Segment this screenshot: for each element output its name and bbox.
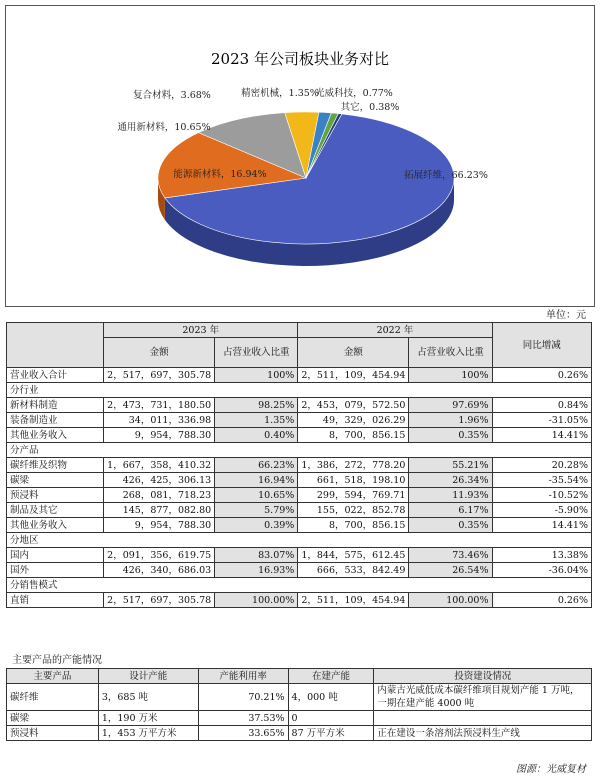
row-label: 预浸料 [7,488,104,503]
row-label: 制品及其它 [7,503,104,518]
table-row [7,368,592,383]
source-credit: 图源：光威复材 [516,764,586,775]
section-row [7,578,592,593]
amount-2023: 2，473，731，180.50 [104,398,215,413]
header-amount-2023: 金额 [104,338,215,368]
table-row [7,413,592,428]
pie-chart-panel [5,5,595,307]
amount-2023: 2，517，697，305.78 [104,368,215,383]
amount-2022: 1，386，272，778.20 [298,458,409,473]
row-label: 国外 [7,563,104,578]
cap-invest: 正在建设一条溶剂法预浸料生产线 [374,726,592,741]
ratio-2023: 0.39% [215,518,298,533]
yoy-value: 0.84% [492,398,592,413]
row-label: 其他业务收入 [7,518,104,533]
amount-2022: 1，844，575，612.45 [298,548,409,563]
cap-header-building: 在建产能 [288,669,374,684]
pie-label: 通用新材料，10.65% [117,122,211,133]
ratio-2023: 0.40% [215,428,298,443]
amount-2022: 666，533，842.49 [298,563,409,578]
amount-2022: 49，329，026.29 [298,413,409,428]
cap-header-product: 主要产品 [7,669,99,684]
yoy-value: 0.26% [492,368,592,383]
amount-2023: 268，081，718.23 [104,488,215,503]
pie-label: 拓展纤维，66.23% [404,170,488,181]
ratio-2022: 55.21% [409,458,492,473]
section-row [7,533,592,548]
ratio-2022: 97.69% [409,398,492,413]
yoy-value: -35.54% [492,473,592,488]
amount-2023: 145，877，082.80 [104,503,215,518]
capacity-row [7,726,592,741]
cap-header-design: 设计产能 [98,669,198,684]
table-row [7,503,592,518]
yoy-value: -10.52% [492,488,592,503]
ratio-2022: 73.46% [409,548,492,563]
amount-2023: 34，011，336.98 [104,413,215,428]
table-row [7,488,592,503]
amount-2022: 2，511，109，454.94 [298,593,409,608]
amount-2023: 426，340，686.03 [104,563,215,578]
header-ratio-2023: 占营业收入比重 [215,338,298,368]
ratio-2023: 5.79% [215,503,298,518]
cap-header-util: 产能利用率 [198,669,288,684]
cap-design: 1，453 万平方米 [98,726,198,741]
cap-util: 33.65% [198,726,288,741]
amount-2023: 1，667，358，410.32 [104,458,215,473]
section-label: 分产品 [7,443,592,458]
ratio-2022: 26.34% [409,473,492,488]
section-row [7,443,592,458]
amount-2022: 155，022，852.78 [298,503,409,518]
row-label: 其他业务收入 [7,428,104,443]
yoy-value: 13.38% [492,548,592,563]
ratio-2023: 100.00% [215,593,298,608]
yoy-value: 14.41% [492,428,592,443]
row-label: 新材料制造 [7,398,104,413]
ratio-2022: 0.35% [409,428,492,443]
chart-title: 2023 年公司板块业务对比 [211,50,389,68]
pie-chart [6,6,594,306]
amount-2022: 2，453，079，572.50 [298,398,409,413]
ratio-2022: 1.96% [409,413,492,428]
ratio-2022: 100.00% [409,593,492,608]
cap-design: 1，190 万米 [98,711,198,726]
row-label: 装备制造业 [7,413,104,428]
amount-2022: 2，511，109，454.94 [298,368,409,383]
table-row [7,458,592,473]
amount-2023: 9，954，788.30 [104,518,215,533]
pie-label: 能源新材料，16.94% [173,169,267,180]
amount-2023: 2，091，356，619.75 [104,548,215,563]
unit-label: 单位：元 [546,310,586,321]
cap-design: 3，685 吨 [98,684,198,711]
section-label: 分行业 [7,383,592,398]
header-amount-2022: 金额 [298,338,409,368]
amount-2022: 661，518，198.10 [298,473,409,488]
capacity-row [7,711,592,726]
section-row [7,383,592,398]
ratio-2023: 66.23% [215,458,298,473]
table-row [7,593,592,608]
header-ratio-2022: 占营业收入比重 [409,338,492,368]
ratio-2022: 100% [409,368,492,383]
row-label: 直销 [7,593,104,608]
pie-label: 精密机械，1.35% [241,88,319,99]
cap-util: 70.21% [198,684,288,711]
table-row [7,548,592,563]
cap-product: 碳纤维 [7,684,99,711]
pie-label: 复合材料，3.68% [133,90,211,101]
cap-building: 0 [288,711,374,726]
amount-2022: 8，700，856.15 [298,428,409,443]
section-label: 分销售模式 [7,578,592,593]
table-row [7,428,592,443]
yoy-value: -5.90% [492,503,592,518]
cap-product: 碳梁 [7,711,99,726]
cap-building: 4，000 吨 [288,684,374,711]
amount-2022: 299，594，769.71 [298,488,409,503]
capacity-row [7,684,592,711]
ratio-2023: 100% [215,368,298,383]
cap-invest [374,711,592,726]
ratio-2023: 16.94% [215,473,298,488]
table-row [7,398,592,413]
header-yoy: 同比增减 [492,323,592,368]
ratio-2023: 10.65% [215,488,298,503]
yoy-value: 14.41% [492,518,592,533]
amount-2023: 2，517，697，305.78 [104,593,215,608]
ratio-2023: 16.93% [215,563,298,578]
cap-product: 预浸料 [7,726,99,741]
table-row [7,563,592,578]
section-label: 分地区 [7,533,592,548]
header-2023: 2023 年 [104,323,298,338]
row-label: 碳纤维及织物 [7,458,104,473]
amount-2023: 9，954，788.30 [104,428,215,443]
capacity-title: 主要产品的产能情况 [12,655,102,666]
amount-2022: 8，700，856.15 [298,518,409,533]
ratio-2023: 83.07% [215,548,298,563]
ratio-2022: 11.93% [409,488,492,503]
row-label: 营业收入合计 [7,368,104,383]
table-row [7,518,592,533]
revenue-table [6,322,592,608]
yoy-value: 20.28% [492,458,592,473]
yoy-value: 0.26% [492,593,592,608]
table-row [7,473,592,488]
ratio-2023: 98.25% [215,398,298,413]
header-2022: 2022 年 [298,323,492,338]
ratio-2022: 6.17% [409,503,492,518]
row-label: 国内 [7,548,104,563]
cap-invest: 内蒙古光威低成本碳纤维项目规划产能 1 万吨，一期在建产能 4000 吨 [374,684,592,711]
ratio-2023: 1.35% [215,413,298,428]
row-label: 碳梁 [7,473,104,488]
header-blank [7,323,104,368]
cap-building: 87 万平方米 [288,726,374,741]
yoy-value: -31.05% [492,413,592,428]
cap-header-invest: 投资建设情况 [374,669,592,684]
ratio-2022: 26.54% [409,563,492,578]
ratio-2022: 0.35% [409,518,492,533]
capacity-table [6,668,592,741]
pie-label: 其它，0.38% [340,102,400,113]
yoy-value: -36.04% [492,563,592,578]
cap-util: 37.53% [198,711,288,726]
amount-2023: 426，425，306.13 [104,473,215,488]
pie-label: 光威科技，0.77% [315,88,393,99]
